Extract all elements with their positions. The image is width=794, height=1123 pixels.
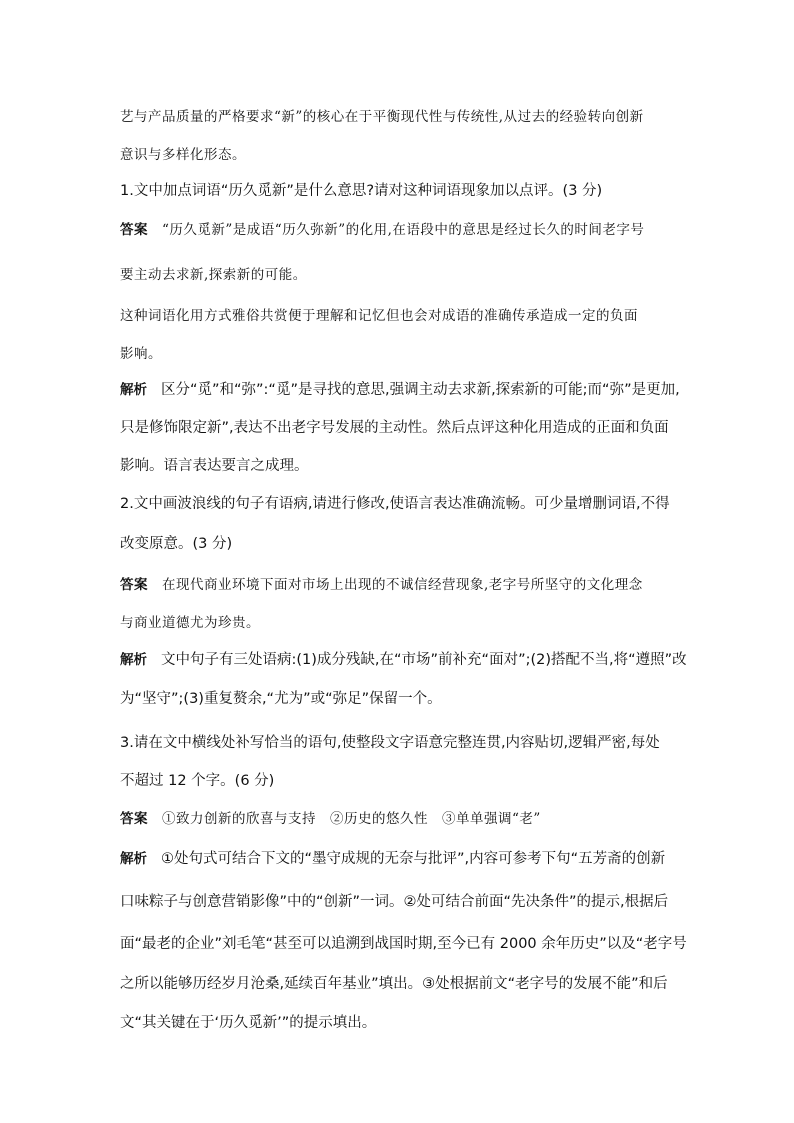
analysis-label: 解析	[120, 851, 147, 867]
answer-text: 在现代商业环境下面对市场上出现的不诚信经营现象,老字号所坚守的文化理念	[162, 577, 643, 593]
question-3-line-2: 不超过 12 个字。(6 分)	[120, 773, 275, 789]
q3-answer-line-1	[120, 809, 541, 829]
q3-analysis-line-2: 口味粽子与创意营销影像”中的“创新”一词。②处可结合前面“先决条件”的提示,根据后	[120, 894, 669, 910]
q3-analysis-line-4: 之所以能够历经岁月沧桑,延续百年基业”填出。③处根据前文“老字号的发展不能”和后	[120, 976, 668, 992]
q3-analysis-line-1	[120, 849, 665, 869]
answer-text: “历久觅新”是成语“历久弥新”的化用,在语段中的意思是经过长久的时间老字号	[162, 222, 645, 238]
passage-line-1: 艺与产品质量的严格要求“新”的核心在于平衡现代性与传统性,从过去的经验转向创新	[120, 109, 644, 125]
answer-label: 答案	[120, 811, 148, 827]
q3-analysis-line-3: 面“最老的企业”刘毛笔“甚至可以追溯到战国时期,至今已有 2000 余年历史”以及“老字号	[120, 936, 687, 952]
q1-answer-line-1	[120, 220, 644, 240]
analysis-text: 区分“觅”和“弥”:“觅”是寻找的意思,强调主动去求新,探索新的可能;而“弥”是更加,	[161, 382, 680, 398]
analysis-label: 解析	[120, 382, 147, 398]
q1-analysis-line-2: 只是修饰限定新”,表达不出老字号发展的主动性。然后点评这种化用造成的正面和负面	[120, 420, 669, 436]
q2-analysis-line-1	[120, 650, 687, 670]
question-2-line-1: 2.文中画波浪线的句子有语病,请进行修改,使语言表达准确流畅。可少量增删词语,不得	[120, 496, 670, 512]
question-3-line-1: 3.请在文中横线处补写恰当的语句,使整段文字语意完整连贯,内容贴切,逻辑严密,每处	[120, 735, 660, 751]
q1-answer-line-3: 这种词语化用方式雅俗共赏便于理解和记忆但也会对成语的准确传承造成一定的负面	[120, 308, 638, 324]
q1-answer-line-2: 要主动去求新,探索新的可能。	[120, 267, 307, 283]
analysis-text: 文中句子有三处语病:(1)成分残缺,在“市场”前补充“面对”;(2)搭配不当,将“遵照”改	[161, 652, 687, 668]
analysis-text: ①处句式可结合下文的“墨守成规的无奈与批评”,内容可参考下句“五芳斋的创新	[161, 851, 666, 867]
analysis-label: 解析	[120, 652, 147, 668]
q1-answer-line-4: 影响。	[120, 346, 162, 362]
q1-analysis-line-1	[120, 380, 680, 400]
q2-analysis-line-2: 为“坚守”;(3)重复赘余,“尤为”或“弥足”保留一个。	[120, 691, 442, 707]
q3-analysis-line-5: 文“其关键在于‘历久觅新’”的提示填出。	[120, 1015, 377, 1031]
answer-label: 答案	[120, 222, 148, 238]
q2-answer-line-1	[120, 575, 643, 595]
q1-analysis-line-3: 影响。语言表达要言之成理。	[120, 458, 309, 474]
q2-answer-line-2: 与商业道德尤为珍贵。	[120, 615, 260, 631]
answer-text: ①致力创新的欣喜与支持 ②历史的悠久性 ③单单强调“老”	[162, 811, 541, 827]
passage-line-2: 意识与多样化形态。	[120, 147, 246, 163]
question-2-line-2: 改变原意。(3 分)	[120, 536, 233, 552]
question-1: 1.文中加点词语“历久觅新”是什么意思?请对这种词语现象加以点评。(3 分)	[120, 183, 603, 199]
answer-label: 答案	[120, 577, 148, 593]
